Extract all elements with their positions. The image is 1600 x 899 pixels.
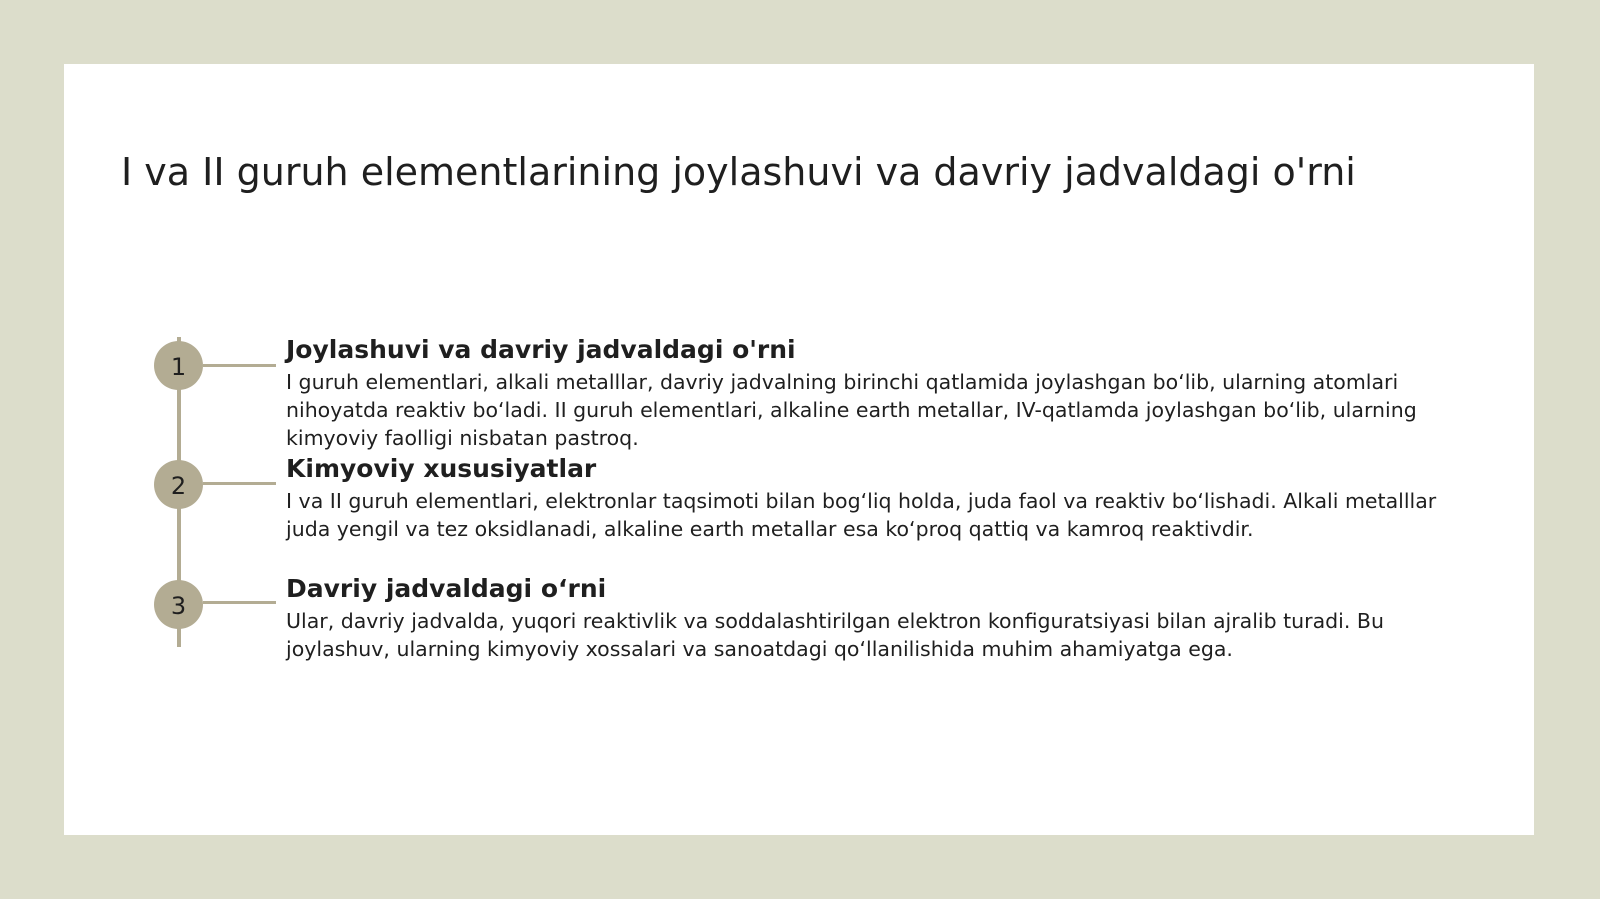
timeline-item-text: I va II guruh elementlari, elektronlar taqsimoti bilan bog‘liq holda, juda faol va reaktiv bo‘lishadi. Alkali metalllar juda yengil va tez oksidlanadi, alkaline earth metallar esa ko‘proq qattiq va kamroq reaktivdir. [286,489,1437,541]
timeline-connector-3 [203,601,276,604]
timeline-connector-2 [203,482,276,485]
timeline-marker-3: 3 [154,580,203,629]
slide-title: I va II guruh elementlarining joylashuvi va davriy jadvaldagi o'rni [121,150,1356,194]
timeline-item-heading: Davriy jadvaldagi o‘rni [286,574,607,603]
timeline-item-3 [286,573,1486,663]
timeline-item-text: Ular, davriy jadvalda, yuqori reaktivlik va soddalashtirilgan elektron konfiguratsiyasi bilan ajralib turadi. Bu joylashuv, ularning kimyoviy xossalari va sanoatdagi qo‘llanilishida muhim ahamiyatga ega. [286,609,1384,661]
timeline-item-heading: Joylashuvi va davriy jadvaldagi o'rni [286,335,796,364]
timeline-item-2 [286,453,1486,543]
slide [64,64,1534,835]
timeline-item-heading: Kimyoviy xususiyatlar [286,454,597,483]
timeline-connector-1 [203,364,276,367]
timeline-marker-2: 2 [154,460,203,509]
timeline-item-1 [286,334,1486,452]
timeline-marker-1: 1 [154,341,203,390]
timeline-item-text: I guruh elementlari, alkali metalllar, davriy jadvalning birinchi qatlamida joylashgan bo‘lib, ularning atomlari nihoyatda reaktiv bo‘ladi. II guruh elementlari, alkaline earth metallar, IV-qatlamda joylashgan bo‘lib, ularning kimyoviy faolligi nisbatan pastroq. [286,370,1417,450]
